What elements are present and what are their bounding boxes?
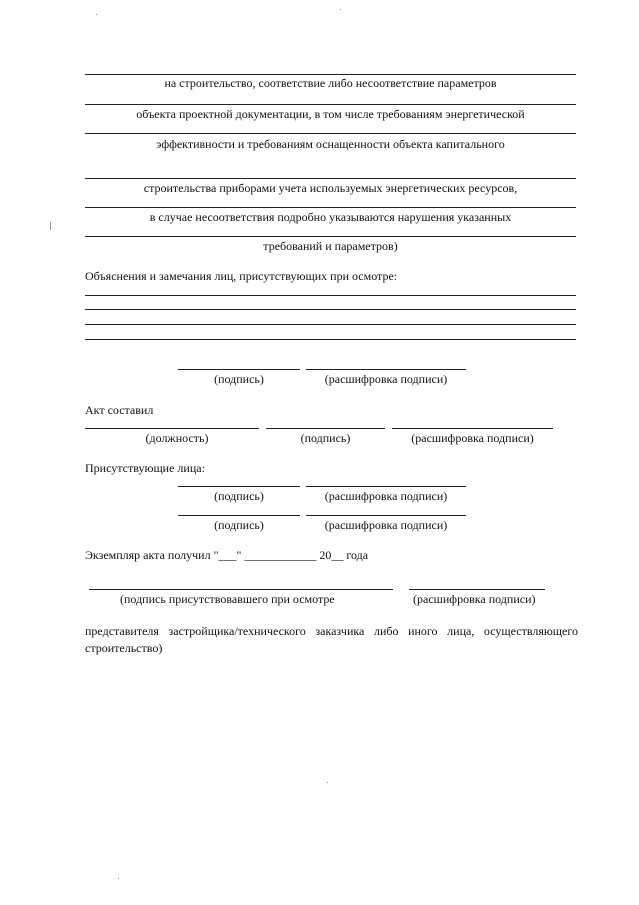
signature-caption: (подпись): [214, 372, 264, 386]
present-persons-heading: Присутствующие лица:: [85, 461, 205, 475]
signature-line[interactable]: [178, 369, 300, 370]
signature-decoding-line[interactable]: [392, 428, 553, 429]
position-line[interactable]: [85, 428, 259, 429]
explanation-line[interactable]: [85, 309, 576, 310]
explanation-line[interactable]: [85, 295, 576, 296]
signature-caption: (подпись): [214, 489, 264, 503]
copy-received-text: Экземпляр акта получил "___" ____________ 20__ года: [85, 548, 369, 562]
present-signature-caption: (подпись присутствовавшего при осмотре: [120, 592, 335, 606]
scan-speck: [50, 222, 51, 230]
explanation-line[interactable]: [85, 324, 576, 325]
scan-speck: [327, 782, 328, 783]
fill-line: [85, 178, 576, 179]
fill-line: [85, 133, 576, 134]
explanation-line[interactable]: [85, 339, 576, 340]
instruction-line-3: эффективности и требованиям оснащенности объекта капитального: [156, 137, 505, 151]
signature-caption: (подпись): [214, 518, 264, 532]
representative-caption: представителя застройщика/технического заказчика либо иного лица, осуществляющего строительство): [85, 624, 578, 655]
explanations-heading: Объяснения и замечания лиц, присутствующих при осмотре:: [85, 269, 398, 283]
signature-decoding-line[interactable]: [306, 369, 466, 370]
signature-decoding-line[interactable]: [306, 515, 466, 516]
instruction-line-1: на строительство, соответствие либо несоответствие параметров: [164, 76, 497, 90]
position-caption: (должность): [145, 431, 209, 445]
fill-line: [85, 207, 576, 208]
signature-decoding-caption: (расшифровка подписи): [413, 592, 536, 606]
signature-decoding-line[interactable]: [409, 589, 545, 590]
signature-line[interactable]: [266, 428, 385, 429]
signature-decoding-line[interactable]: [306, 486, 466, 487]
fill-line: [85, 236, 576, 237]
instruction-line-6: требований и параметров): [263, 239, 398, 253]
instruction-line-5: в случае несоответствия подробно указываются нарушения указанных: [149, 210, 512, 224]
signature-decoding-caption: (расшифровка подписи): [324, 372, 448, 386]
instruction-line-4: строительства приборами учета используемых энергетических ресурсов,: [143, 181, 518, 195]
signature-line[interactable]: [89, 589, 393, 590]
scan-speck: [96, 14, 97, 15]
scan-speck: [118, 878, 119, 879]
fill-line: [85, 74, 576, 75]
signature-decoding-caption: (расшифровка подписи): [411, 431, 534, 445]
signature-decoding-caption: (расшифровка подписи): [324, 518, 448, 532]
scan-speck: [340, 9, 341, 10]
signature-line[interactable]: [178, 486, 300, 487]
act-compiled-heading: Акт составил: [85, 403, 154, 417]
signature-decoding-caption: (расшифровка подписи): [324, 489, 448, 503]
signature-line[interactable]: [178, 515, 300, 516]
instruction-line-2: объекта проектной документации, в том числе требованиям энергетической: [136, 107, 525, 121]
fill-line: [85, 104, 576, 105]
signature-caption: (подпись): [300, 431, 351, 445]
